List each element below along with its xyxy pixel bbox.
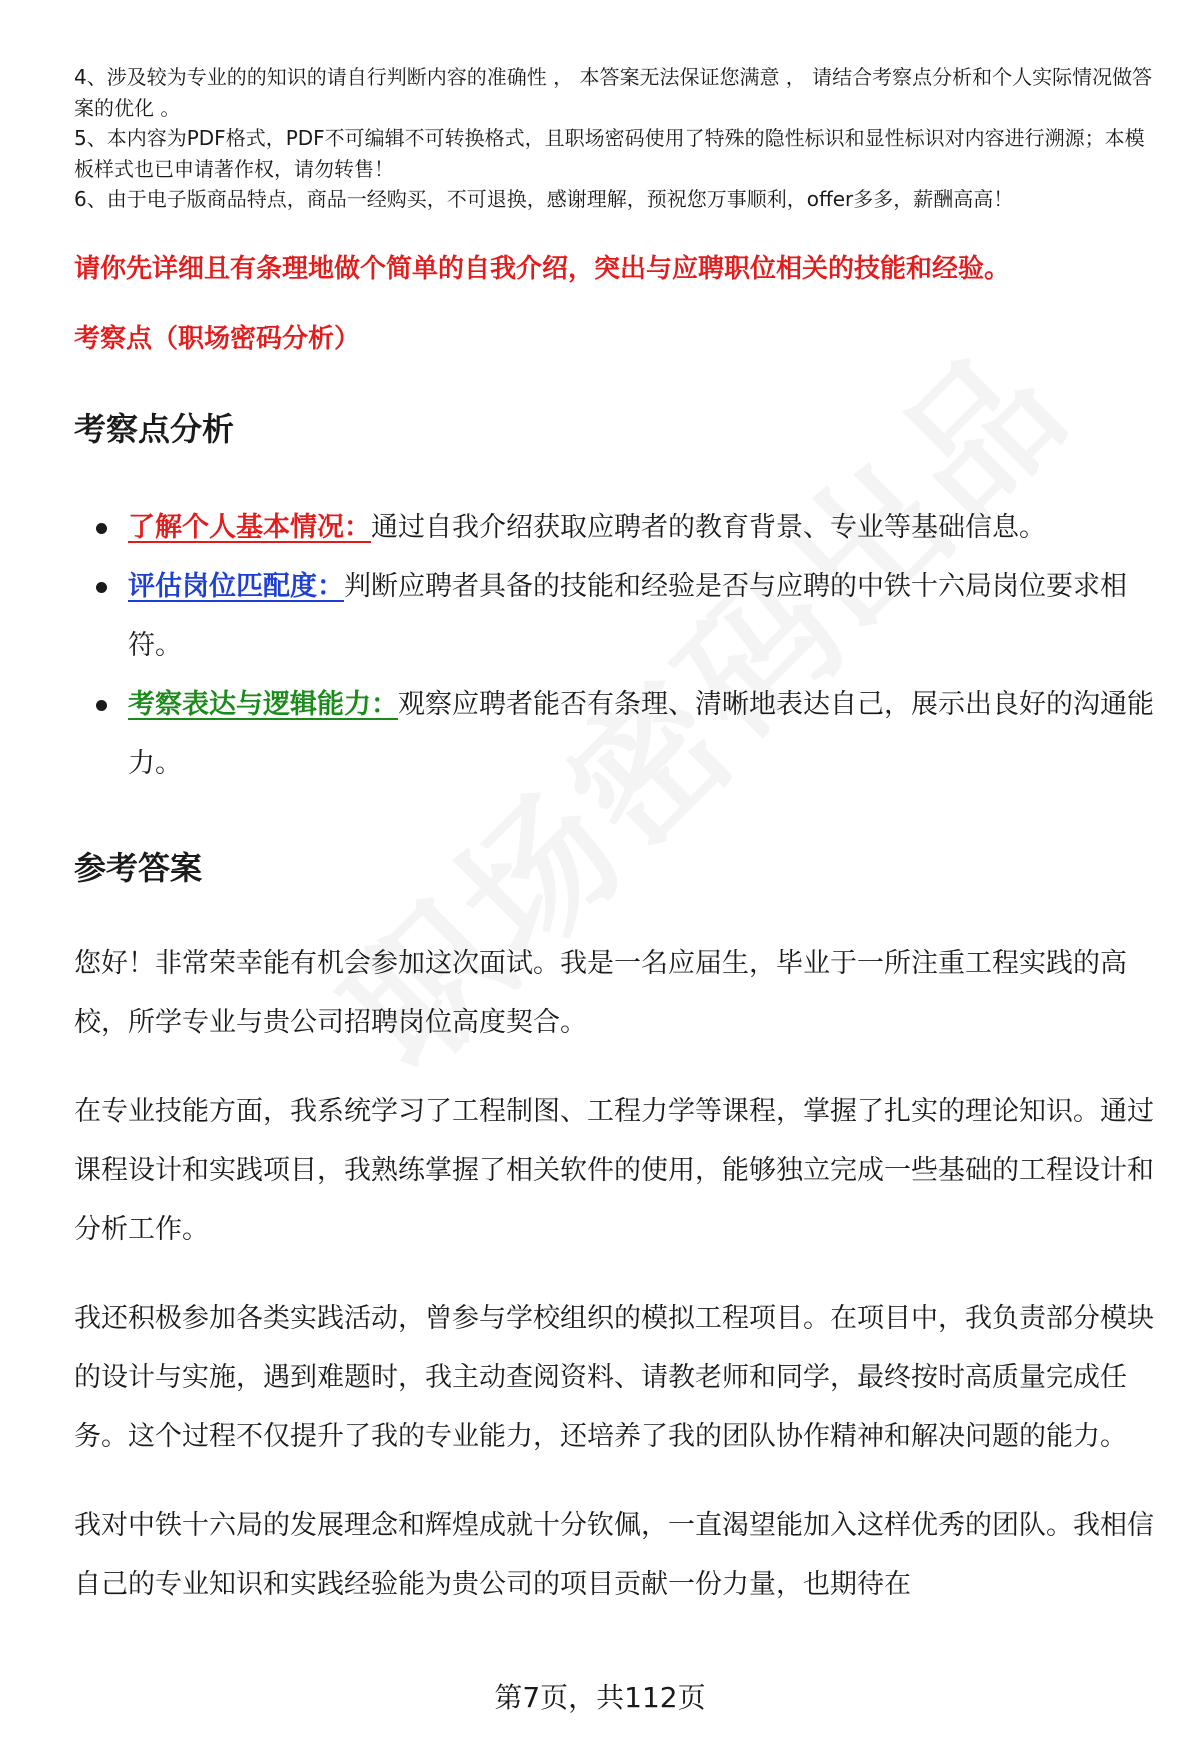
analysis-key: 考察表达与逻辑能力： (128, 689, 398, 720)
interview-question: 请你先详细且有条理地做个简单的自我介绍，突出与应聘职位相关的技能和经验。 (74, 254, 1011, 284)
analysis-key: 了解个人基本情况： (128, 512, 371, 543)
bullet-icon (96, 700, 107, 711)
exam-point-label: 考察点（职场密码分析） (74, 324, 361, 354)
analysis-text: 判断应聘者具备的技能和经验是否与应聘的中铁十六局岗位要求相符。 (128, 571, 1127, 661)
list-item (74, 498, 1154, 557)
bullet-icon (96, 582, 107, 593)
note-item: 5、本内容为PDF格式，PDF不可编辑不可转换格式，且职场密码使用了特殊的隐性标识和显性标识对内容进行溯源；本模板样式也已申请著作权，请勿转售！ (74, 126, 1145, 181)
list-item (74, 557, 1154, 675)
list-item (74, 675, 1154, 793)
bullet-icon (96, 523, 107, 534)
answer-paragraph: 我对中铁十六局的发展理念和辉煌成就十分钦佩，一直渴望能加入这样优秀的团队。我相信自己的专业知识和实践经验能为贵公司的项目贡献一份力量，也期待在 (74, 1510, 1154, 1600)
note-item: 6、由于电子版商品特点，商品一经购买，不可退换，感谢理解，预祝您万事顺利，offer多多，薪酬高高！ (74, 187, 1014, 211)
answer-paragraph: 我还积极参加各类实践活动，曾参与学校组织的模拟工程项目。在项目中，我负责部分模块的设计与实施，遇到难题时，我主动查阅资料、请教老师和同学，最终按时高质量完成任务。这个过程不仅提升了我的专业能力，还培养了我的团队协作精神和解决问题的能力。 (74, 1303, 1154, 1452)
analysis-list (74, 498, 1154, 793)
analysis-text: 通过自我介绍获取应聘者的教育背景、专业等基础信息。 (371, 512, 1046, 543)
note-item: 4、涉及较为专业的的知识的请自行判断内容的准确性 ， 本答案无法保证您满意 ， 请结合考察点分析和个人实际情况做答案的优化 。 (74, 65, 1153, 120)
answer-paragraph: 在专业技能方面，我系统学习了工程制图、工程力学等课程，掌握了扎实的理论知识。通过课程设计和实践项目，我熟练掌握了相关软件的使用，能够独立完成一些基础的工程设计和分析工作。 (74, 1096, 1154, 1245)
analysis-key: 评估岗位匹配度： (128, 571, 344, 602)
answer-paragraph: 您好！非常荣幸能有机会参加这次面试。我是一名应届生，毕业于一所注重工程实践的高校，所学专业与贵公司招聘岗位高度契合。 (74, 948, 1127, 1038)
answer-body (74, 934, 1154, 1644)
analysis-text: 观察应聘者能否有条理、清晰地表达自己，展示出良好的沟通能力。 (128, 689, 1154, 779)
page-number: 第7页，共112页 (494, 1681, 706, 1714)
answer-heading: 参考答案 (74, 849, 203, 887)
notes-block (74, 62, 1164, 215)
analysis-heading: 考察点分析 (74, 410, 235, 448)
